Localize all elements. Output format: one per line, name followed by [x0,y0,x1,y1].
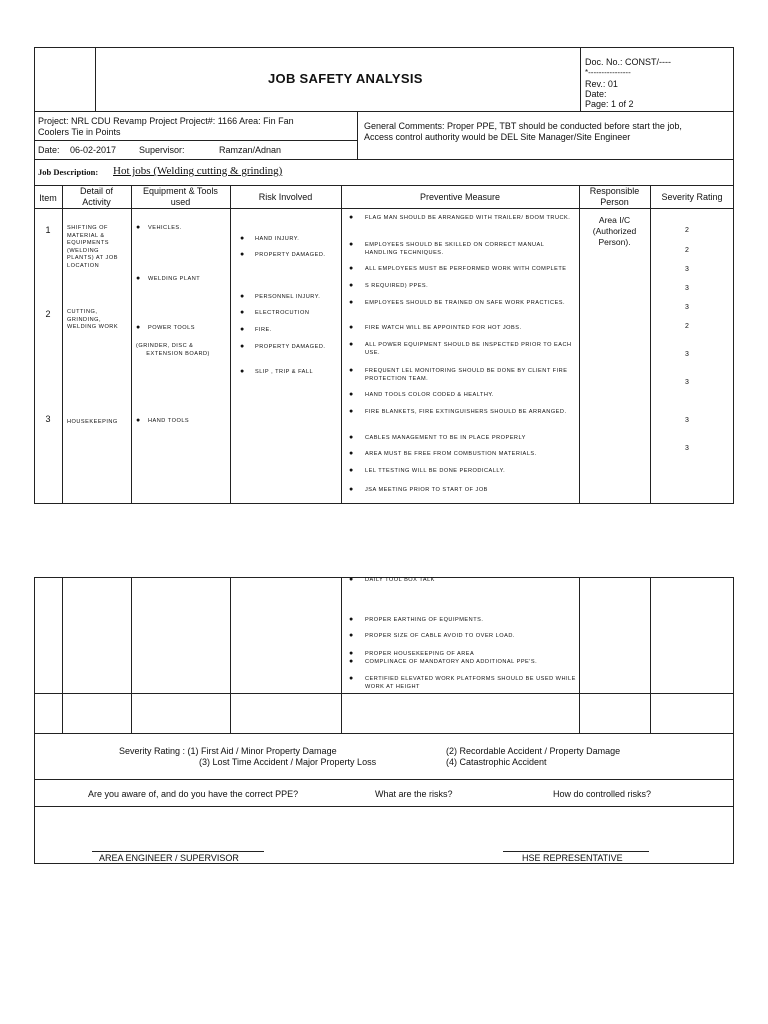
date-label: Date: [38,145,60,155]
divider [62,185,63,504]
supervisor-value: Ramzan/Adnan [219,145,282,155]
measure-text: DAILY TOOL BOX TALK [365,577,435,583]
severity-value: 3 [685,351,689,358]
divider [131,185,132,504]
question-controls: How do controlled risks? [553,789,652,799]
bullet-icon: ● [349,675,354,682]
general-comments-2: Access control authority would be DEL Site Manager/Site Engineer [364,132,631,142]
divider [34,806,734,807]
measure-text: FIRE WATCH WILL BE APPOINTED FOR HOT JOBS. [365,325,522,331]
header-severity: Severity Rating [661,192,723,202]
measure-text: JSA MEETING PRIOR TO START OF JOB [365,487,488,493]
divider [95,47,96,111]
bullet-icon: ● [136,417,141,424]
risk-label: PERSONNEL INJURY. [255,294,321,300]
question-ppe: Are you aware of, and do you have the correct PPE? [88,789,299,799]
item-number: 1 [45,225,51,235]
measure-text: EMPLOYEES SHOULD BE SKILLED ON CORRECT MANUAL HANDLING TECHNIQUES. [365,242,545,256]
job-description-label: Job Description: [38,167,99,177]
measure-text: EMPLOYEES SHOULD BE TRAINED ON SAFE WORK PRACTICES. [365,300,566,306]
header-equipment: Equipment & Tools [143,186,218,196]
doc-number-dashes: *---------------- [585,68,631,77]
severity-legend-3: (3) Lost Time Accident / Major Property Loss [199,757,377,767]
bullet-icon: ● [349,241,354,248]
divider [131,577,132,733]
divider [34,159,734,160]
bullet-icon: ● [240,309,245,316]
measure-text: LEL TTESTING WILL BE DONE PERODICALLY. [365,468,506,474]
general-comments: General Comments: Proper PPE, TBT should be conducted before start the job, [364,121,682,131]
divider [230,577,231,733]
measure-text: COMPLINACE OF MANDATORY AND ADDITIONAL PPE'S. [365,659,538,665]
document-title: JOB SAFETY ANALYSIS [268,71,423,86]
bullet-icon: ● [240,368,245,375]
job-description-value: Hot jobs (Welding cutting & grinding) [113,165,283,177]
revision: Rev.: 01 [585,79,618,89]
risk-label: SLIP , TRIP & FALL [255,369,314,375]
measure-text: FREQUENT LEL MONITORING SHOULD BE DONE BY CLIENT FIRE PROTECTION TEAM. [365,368,568,382]
signature-line-left [92,851,264,852]
bullet-icon: ● [349,576,354,583]
bullet-icon: ● [349,324,354,331]
bullet-icon: ● [349,299,354,306]
severity-legend-2: (2) Recordable Accident / Property Damage [446,746,621,756]
bullet-icon: ● [349,265,354,272]
divider [34,733,734,734]
signature-label-supervisor: AREA ENGINEER / SUPERVISOR [99,853,239,863]
measure-text: PROPER SIZE OF CABLE AVOID TO OVER LOAD. [365,633,515,639]
severity-value: 3 [685,304,689,311]
risk-label: ELECTROCUTION [255,310,310,316]
bullet-icon: ● [240,235,245,242]
header-measure: Preventive Measure [419,192,501,202]
severity-value: 3 [685,379,689,386]
page-number: Page: 1 of 2 [585,99,634,109]
bullet-icon: ● [349,214,354,221]
measure-text: FLAG MAN SHOULD BE ARRANGED WITH TRAILER/ BOOM TRUCK. [365,215,571,221]
severity-value: 2 [685,323,689,330]
date-value: 06-02-2017 [70,145,117,155]
activity-text: CUTTING, GRINDING, WELDING WORK [67,309,119,331]
header-item: Item [39,193,57,203]
project-line-2: Coolers Tie in Points [38,127,121,137]
severity-value: 3 [685,445,689,452]
bullet-icon: ● [349,367,354,374]
header-equipment-2: used [170,197,191,207]
header-risk: Risk Involved [258,192,313,202]
measure-text: PROPER HOUSEKEEPING OF AREA [365,651,475,657]
bullet-icon: ● [240,251,245,258]
project-line: Project: NRL CDU Revamp Project Project#: 1166 Area: Fin Fan [38,116,294,126]
item-number: 3 [45,414,51,424]
doc-date: Date: [585,89,607,99]
risk-label: HAND INJURY. [255,236,300,242]
bullet-icon: ● [240,326,245,333]
severity-value: 3 [685,285,689,292]
bullet-icon: ● [349,616,354,623]
activity-text: HOUSEKEEPING [67,419,118,425]
risk-label: PROPERTY DAMAGED. [255,252,326,258]
divider [230,185,231,504]
divider [34,208,734,209]
severity-value: 3 [685,266,689,273]
divider [34,693,734,694]
activity-text: SHIFTING OF MATERIAL & EQUIPMENTS (WELDING PLANTS) AT JOB LOCATION [67,225,118,269]
severity-legend-1: Severity Rating : (1) First Aid / Minor Property Damage [119,746,337,756]
severity-legend-4: (4) Catastrophic Accident [446,757,547,767]
item-number: 2 [45,309,51,319]
question-risks: What are the risks? [375,789,453,799]
measure-text: FIRE BLANKETS, FIRE EXTINGUISHERS SHOULD BE ARRANGED. [365,409,567,415]
equipment-label: HAND TOOLS [148,418,190,424]
risk-label: PROPERTY DAMAGED. [255,344,326,350]
bullet-icon: ● [349,658,354,665]
divider [34,140,357,141]
header-responsible: Responsible [589,186,640,196]
header-detail: Detail of [79,186,114,196]
bullet-icon: ● [349,282,354,289]
bullet-icon: ● [349,650,354,657]
doc-number: Doc. No.: CONST/---- [585,57,672,67]
measure-text: AREA MUST BE FREE FROM COMBUSTION MATERIALS. [365,451,537,457]
bullet-icon: ● [349,434,354,441]
divider [650,577,651,733]
measure-text: CERTIFIED ELEVATED WORK PLATFORMS SHOULD BE USED WHILE WORK AT HEIGHT [365,676,576,690]
risk-label: FIRE. [255,327,272,333]
measure-text: PROPER EARTHING OF EQUIPMENTS. [365,617,484,623]
bullet-icon: ● [136,324,141,331]
equipment-label: POWER TOOLS [148,325,195,331]
measure-text: ALL EMPLOYEES MUST BE PERFORMED WORK WITH COMPLETE [365,266,567,272]
bullet-icon: ● [349,467,354,474]
severity-value: 2 [685,227,689,234]
severity-value: 3 [685,417,689,424]
divider [357,111,358,159]
bullet-icon: ● [240,343,245,350]
measure-text: S REQUIRED) PPES. [365,283,429,289]
responsible-person: Area I/C (Authorized Person). [592,215,637,247]
bullet-icon: ● [136,224,141,231]
equipment-label: VEHICLES. [148,225,182,231]
signature-label-hse: HSE REPRESENTATIVE [522,853,623,863]
divider [34,779,734,780]
divider [341,185,342,504]
bullet-icon: ● [349,486,354,493]
bullet-icon: ● [349,632,354,639]
measure-text: HAND TOOLS COLOR CODED & HEALTHY. [365,392,494,398]
measure-text: CABLES MANAGEMENT TO BE IN PLACE PROPERLY [365,435,526,441]
equipment-note: (GRINDER, DISC & EXTENSION BOARD) [136,343,210,357]
header-detail-2: Activity [82,197,111,207]
supervisor-label: Supervisor: [139,145,185,155]
severity-value: 2 [685,247,689,254]
bullet-icon: ● [349,408,354,415]
equipment-label: WELDING PLANT [148,276,201,282]
divider [34,111,734,112]
signature-line-right [503,851,649,852]
bullet-icon: ● [240,293,245,300]
bullet-icon: ● [349,450,354,457]
divider [62,577,63,733]
bullet-icon: ● [349,341,354,348]
divider [341,577,342,733]
header-responsible-2: Person [600,197,629,207]
bullet-icon: ● [349,391,354,398]
divider [580,47,581,111]
bullet-icon: ● [136,275,141,282]
measure-text: ALL POWER EQUIPMENT SHOULD BE INSPECTED PRIOR TO EACH USE. [365,342,572,356]
divider [579,577,580,733]
